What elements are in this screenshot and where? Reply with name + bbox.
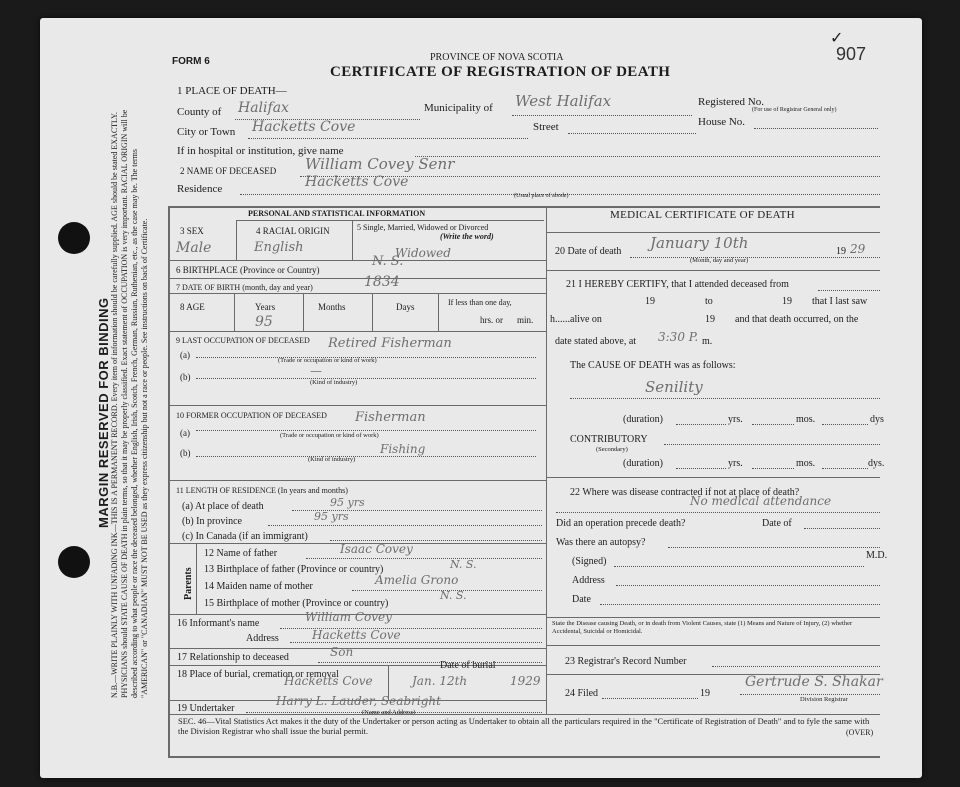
undertaker-value: Harry L. Lauder, Seabright — [276, 694, 441, 708]
birthplace-label: 6 BIRTHPLACE (Province or Country) — [176, 265, 320, 275]
residence-value: Hacketts Cove — [305, 174, 409, 190]
operation-label: Did an operation precede death? — [556, 518, 686, 529]
deceased-name: William Covey Senr — [305, 155, 455, 173]
mother-label: 14 Maiden name of mother — [204, 581, 313, 592]
autopsy-label: Was there an autopsy? — [556, 537, 646, 548]
duration2-dys: dys. — [868, 458, 885, 469]
in-province-value: 95 yrs — [314, 510, 349, 523]
registered-note: (For use of Registrar General only) — [752, 107, 837, 113]
former-a: (a) — [180, 428, 190, 438]
burial-year-value: 1929 — [510, 674, 541, 688]
certify-19a: 19 — [645, 296, 655, 307]
filed-label: 24 Filed — [565, 688, 599, 699]
city-label: City or Town — [177, 126, 236, 138]
occupation-label: 9 LAST OCCUPATION OF DECEASED — [176, 336, 310, 345]
burial-date-value: Jan. 12th — [412, 674, 468, 688]
racial-value: English — [254, 240, 304, 255]
check-mark: ✓ — [830, 30, 844, 47]
marital-note: (Write the word) — [440, 232, 494, 241]
at-place-value: 95 yrs — [330, 496, 365, 509]
days-label: Days — [396, 302, 415, 312]
dob-value: 1834 — [364, 274, 400, 290]
over-label: (OVER) — [846, 728, 874, 737]
former-occupation-label: 10 FORMER OCCUPATION OF DECEASED — [176, 411, 327, 420]
place-heading: 1 PLACE OF DEATH— — [177, 85, 287, 97]
years-label: Years — [255, 302, 276, 312]
certify-text: 21 I HEREBY CERTIFY, that I attended deceased from — [566, 279, 789, 290]
vital-statistics-footer: SEC. 46—Vital Statistics Act makes it the duty of the Undertaker or person acting as Undertaker to obtain all the particulars required in the "Certificate of Registration of Death" and to fyle the same with the Division Registrar who shall issue the burial permit. — [178, 716, 870, 736]
county-label: County of — [177, 106, 222, 118]
binding-hole-bottom — [58, 546, 90, 578]
time-m: m. — [702, 336, 713, 347]
relationship-value: Son — [330, 645, 354, 659]
burial-label: 18 Place of burial, cremation or removal — [177, 669, 339, 680]
hospital-label: If in hospital or institution, give name — [177, 145, 344, 157]
secondary-note: (Secondary) — [596, 446, 628, 453]
mother-birthplace-label: 15 Birthplace of mother (Province or country) — [204, 598, 389, 609]
burial-value: Hacketts Cove — [284, 674, 373, 688]
former-occupation-value: Fisherman — [355, 410, 426, 425]
margin-instructions: N.B.—WRITE PLAINLY WITH UNFADING INK—THIS IS A PERMANENT RECORD. Every item of information should be carefully supplied. AGE should be stated EXACTLY. PHYSICIANS should STATE CAUSE OF DEATH in plain terms, so that it may be properly classified. Exact statement of OCCUPATION is very important. RACIAL ORIGIN will be described according to what people or race the deceased belonged, whether English, Irish, Scotch, French, German, Russian, Ruthenian, etc., as the case may be. The terms "AMERICAN" or "CANADIAN" MUST NOT BE USED as they express citizenship but not a race or people. See instructions on back of Certificate. — [110, 109, 149, 698]
age-years: 95 — [255, 314, 273, 330]
duration2-yrs: yrs. — [728, 458, 743, 469]
cause-label: The CAUSE OF DEATH was as follows: — [570, 360, 736, 371]
street-label: Street — [533, 121, 559, 133]
date-death-value: January 10th — [650, 234, 749, 252]
contributory-label: CONTRIBUTORY — [570, 434, 648, 445]
former-b: (b) — [180, 448, 191, 458]
date-note: (Month, day and year) — [690, 257, 749, 264]
undertaker-note: (Name and Address) — [362, 709, 416, 716]
record-number-label: 23 Registrar's Record Number — [565, 656, 687, 667]
former-industry-note: (Kind of industry) — [308, 456, 356, 463]
at-place-label: (a) At place of death — [182, 501, 264, 512]
operation-date-label: Date of — [762, 518, 792, 529]
marital-label: 5 Single, Married, Widowed or Divorced — [357, 223, 489, 232]
informant-address-label: Address — [246, 633, 279, 644]
city-value: Hacketts Cove — [252, 119, 356, 135]
duration-yrs: yrs. — [728, 414, 743, 425]
alive-on: h......alive on — [550, 314, 602, 325]
relationship-label: 17 Relationship to deceased — [177, 652, 289, 663]
father-birthplace-label: 13 Birthplace of father (Province or country) — [204, 564, 384, 575]
sex-label: 3 SEX — [180, 226, 204, 236]
former-industry-value: Fishing — [380, 442, 426, 456]
medical-heading: MEDICAL CERTIFICATE OF DEATH — [610, 209, 795, 221]
time-of-death: 3:30 P. — [658, 330, 699, 344]
informant-address-value: Hacketts Cove — [312, 628, 401, 642]
burial-date-label: Date of burial — [440, 660, 496, 671]
occupation-a: (a) — [180, 350, 190, 360]
certify-19b: 19 — [782, 296, 792, 307]
min-label: min. — [517, 315, 534, 325]
personal-heading: PERSONAL AND STATISTICAL INFORMATION — [248, 209, 426, 218]
mother-birthplace-value: N. S. — [440, 589, 467, 602]
signed-label: (Signed) — [572, 556, 607, 567]
certify-last-saw: that I last saw — [812, 296, 868, 307]
former-note: (Trade or occupation or kind of work) — [280, 432, 379, 439]
form-number: FORM 6 — [172, 56, 210, 67]
registered-label: Registered No. — [698, 96, 764, 108]
informant-label: 16 Informant's name — [177, 618, 260, 629]
certificate-number: 907 — [836, 44, 867, 64]
contracted-value: No medical attendance — [690, 494, 832, 508]
date-death-year: 29 — [850, 242, 866, 256]
occupation-b-value: — — [310, 364, 322, 378]
father-birthplace-value: N. S. — [450, 558, 477, 571]
duration2-mos: mos. — [796, 458, 816, 469]
physician-date-label: Date — [572, 594, 591, 605]
occupation-note: (Trade or occupation or kind of work) — [278, 357, 377, 364]
division-registrar-note: Division Registrar — [800, 696, 848, 703]
margin-reserved-label: MARGIN RESERVED FOR BINDING — [96, 297, 111, 528]
filed-19: 19 — [700, 688, 710, 699]
municipality-value: West Halifax — [515, 92, 612, 110]
certificate-title: CERTIFICATE OF REGISTRATION OF DEATH — [330, 64, 671, 80]
date-death-19: 19 — [836, 246, 846, 257]
less-day-label: If less than one day, — [448, 298, 512, 307]
duration-label: (duration) — [623, 414, 663, 425]
duration-mos: mos. — [796, 414, 816, 425]
birthplace-value: N. S. — [372, 254, 404, 269]
occupation-value: Retired Fisherman — [328, 336, 452, 351]
mother-value: Amelia Grono — [375, 573, 459, 587]
cause-value: Senility — [645, 378, 703, 396]
length-residence-label: 11 LENGTH OF RESIDENCE (In years and months) — [176, 486, 348, 495]
occupation-b: (b) — [180, 372, 191, 382]
in-canada-label: (c) In Canada (if an immigrant) — [182, 531, 308, 542]
duration-dys: dys — [870, 414, 884, 425]
municipality-label: Municipality of — [424, 102, 493, 114]
county-value: Halifax — [238, 100, 289, 116]
certify-to: to — [705, 296, 713, 307]
hrs-label: hrs. or — [480, 315, 503, 325]
age-label: 8 AGE — [180, 302, 205, 312]
informant-value: William Covey — [305, 610, 392, 624]
duration2-label: (duration) — [623, 458, 663, 469]
date-stated: date stated above, at — [555, 336, 637, 347]
in-province-label: (b) In province — [182, 516, 242, 527]
binding-hole-top — [58, 222, 90, 254]
usual-abode-note: (Usual place of abode) — [514, 193, 569, 199]
violent-causes-note: State the Disease causing Death, or in death from Violent Causes, state (1) Means and Nature of Injury, (2) whether Accidental, Suicidal or Homicidal. — [552, 620, 853, 635]
months-label: Months — [318, 302, 346, 312]
house-label: House No. — [698, 116, 746, 128]
racial-label: 4 RACIAL ORIGIN — [256, 226, 330, 236]
father-value: Isaac Covey — [340, 542, 413, 556]
deceased-name-label: 2 NAME OF DECEASED — [180, 166, 277, 176]
undertaker-label: 19 Undertaker — [177, 703, 235, 714]
physician-address-label: Address — [572, 575, 605, 586]
date-death-label: 20 Date of death — [555, 246, 622, 257]
registrar-signature: Gertrude S. Shakar — [745, 674, 883, 690]
contracted-label: 22 Where was disease contracted if not at place of death? — [570, 487, 800, 498]
industry-note: (Kind of industry) — [310, 379, 358, 386]
md-label: M.D. — [866, 550, 888, 561]
parents-label: Parents — [183, 567, 194, 600]
sex-value: Male — [176, 240, 212, 256]
residence-label: Residence — [177, 183, 223, 195]
dob-label: 7 DATE OF BIRTH (month, day and year) — [176, 283, 313, 292]
marital-value: Widowed — [395, 246, 451, 260]
certify-19c: 19 — [705, 314, 715, 325]
death-occurred: and that death occurred, on the — [735, 314, 859, 325]
father-label: 12 Name of father — [204, 548, 278, 559]
province-heading: PROVINCE OF NOVA SCOTIA — [430, 52, 564, 63]
